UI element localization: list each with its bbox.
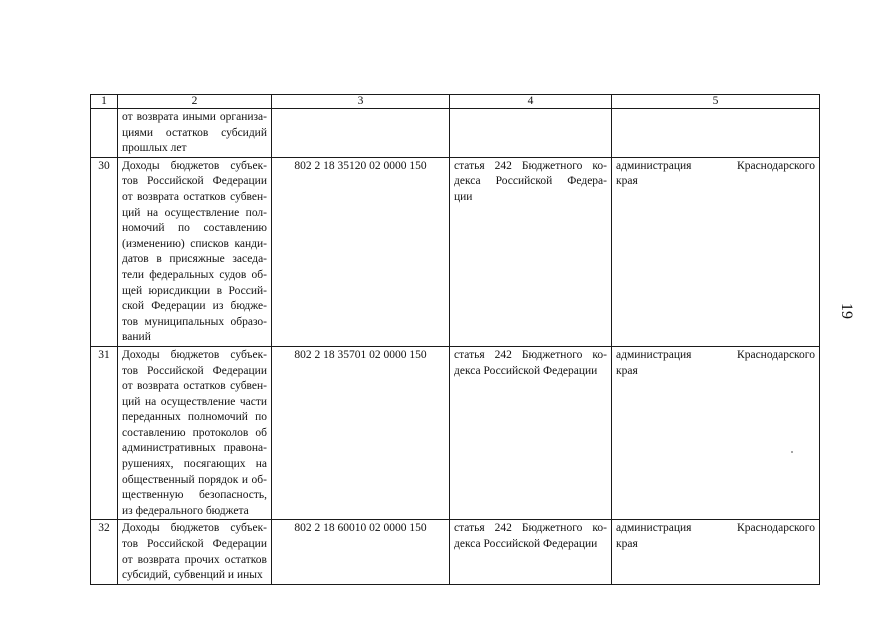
cell-text-line: от возврата остатков субвен- — [122, 380, 267, 393]
cell-text-line: декса Российской Федерации — [454, 538, 598, 551]
cell-text-line: переданных полномочий по — [122, 411, 267, 424]
cell-text-line: от возврата иными организа- — [122, 111, 267, 123]
table-row — [91, 346, 820, 520]
cell-text-line: администрация Краснодарского — [616, 159, 815, 172]
budget-revenue-table — [90, 94, 820, 585]
cell-text-line: края — [616, 364, 638, 377]
legal-basis-cell — [450, 520, 612, 584]
cell-text-line: ции — [454, 190, 473, 203]
header-row — [91, 95, 820, 109]
cell-text-line: ваний — [122, 331, 151, 344]
budget-code: 802 2 18 35701 02 0000 150 — [294, 348, 427, 361]
revenue-name-cell — [118, 520, 272, 584]
cell-text-line: тов Российской Федерации — [122, 538, 267, 551]
table-row — [91, 157, 820, 346]
cell-text-line: декса Российской Федерации — [454, 364, 598, 377]
row-number-cell — [91, 109, 118, 158]
page-number: 19 — [838, 303, 855, 319]
table-row — [91, 109, 820, 158]
row-number: 31 — [98, 348, 110, 361]
cell-text-line: статья 242 Бюджетного ко- — [454, 159, 607, 172]
cell-text-line: Доходы бюджетов субъек- — [122, 348, 267, 361]
cell-text-line: ций на осуществление части — [122, 395, 267, 408]
scan-speck — [791, 451, 793, 453]
cell-text-line: административных правона- — [122, 442, 267, 455]
cell-text-line: статья 242 Бюджетного ко- — [454, 522, 607, 535]
cell-text-line: Доходы бюджетов субъек- — [122, 159, 267, 172]
cell-text-line: тов муниципальных образо- — [122, 315, 267, 328]
cell-text-line: ций на осуществление пол- — [122, 206, 267, 219]
cell-text-line: ской Федерации из бюдже- — [122, 300, 267, 313]
revenue-name-cell — [118, 109, 272, 158]
cell-text-line: края — [616, 175, 638, 188]
revenue-name-cell — [118, 157, 272, 346]
budget-code-cell — [272, 157, 450, 346]
cell-text-line: тов Российской Федерации — [122, 175, 267, 188]
cell-text-line: циями остатков субсидий — [122, 126, 267, 139]
cell-text-line: щей юрисдикции в Россий- — [122, 284, 267, 297]
administrator-cell — [612, 520, 820, 584]
legal-basis-cell — [450, 157, 612, 346]
cell-text-line: составлению протоколов об — [122, 426, 267, 439]
cell-text-line: Доходы бюджетов субъек- — [122, 522, 267, 535]
cell-text-line: тели федеральных судов об- — [122, 268, 267, 281]
cell-text-line: датов в присяжные заседа- — [122, 253, 267, 266]
row-number: 30 — [98, 159, 110, 172]
row-number-cell — [91, 346, 118, 520]
cell-text-line: рушениях, посягающих на — [122, 458, 267, 471]
administrator-cell — [612, 157, 820, 346]
cell-text-line: прошлых лет — [122, 142, 187, 155]
cell-text-line: тов Российской Федерации — [122, 364, 267, 377]
budget-code-cell — [272, 520, 450, 584]
cell-text-line: края — [616, 538, 638, 551]
row-number-cell — [91, 520, 118, 584]
cell-text-line: администрация Краснодарского — [616, 348, 815, 361]
cell-text-line: общественный порядок и об- — [122, 473, 267, 486]
administrator-cell — [612, 109, 820, 158]
column-header-2: 2 — [118, 95, 272, 109]
budget-code: 802 2 18 60010 02 0000 150 — [294, 522, 427, 535]
column-header-1: 1 — [91, 95, 118, 109]
table-row — [91, 520, 820, 584]
cell-text-line: от возврата остатков субвен- — [122, 190, 267, 203]
revenue-name-cell — [118, 346, 272, 520]
cell-text-line: щественную безопасность, — [122, 489, 267, 502]
cell-text-line: статья 242 Бюджетного ко- — [454, 348, 607, 361]
legal-basis-cell — [450, 346, 612, 520]
cell-text-line: из федерального бюджета — [122, 504, 249, 517]
budget-code-cell — [272, 346, 450, 520]
cell-text-line: (изменению) списков канди- — [122, 237, 267, 250]
column-header-4: 4 — [450, 95, 612, 109]
legal-basis-cell — [450, 109, 612, 158]
budget-code-cell — [272, 109, 450, 158]
column-header-3: 3 — [272, 95, 450, 109]
cell-text-line: декса Российской Федера- — [454, 175, 607, 188]
cell-text-line: от возврата прочих остатков — [122, 553, 267, 566]
cell-text-line: субсидий, субвенций и иных — [122, 569, 263, 582]
cell-text-line: администрация Краснодарского — [616, 522, 815, 535]
cell-text-line: номочий по составлению — [122, 222, 267, 235]
row-number-cell — [91, 157, 118, 346]
column-header-5: 5 — [612, 95, 820, 109]
row-number: 32 — [98, 522, 110, 535]
administrator-cell — [612, 346, 820, 520]
budget-code: 802 2 18 35120 02 0000 150 — [294, 159, 427, 172]
